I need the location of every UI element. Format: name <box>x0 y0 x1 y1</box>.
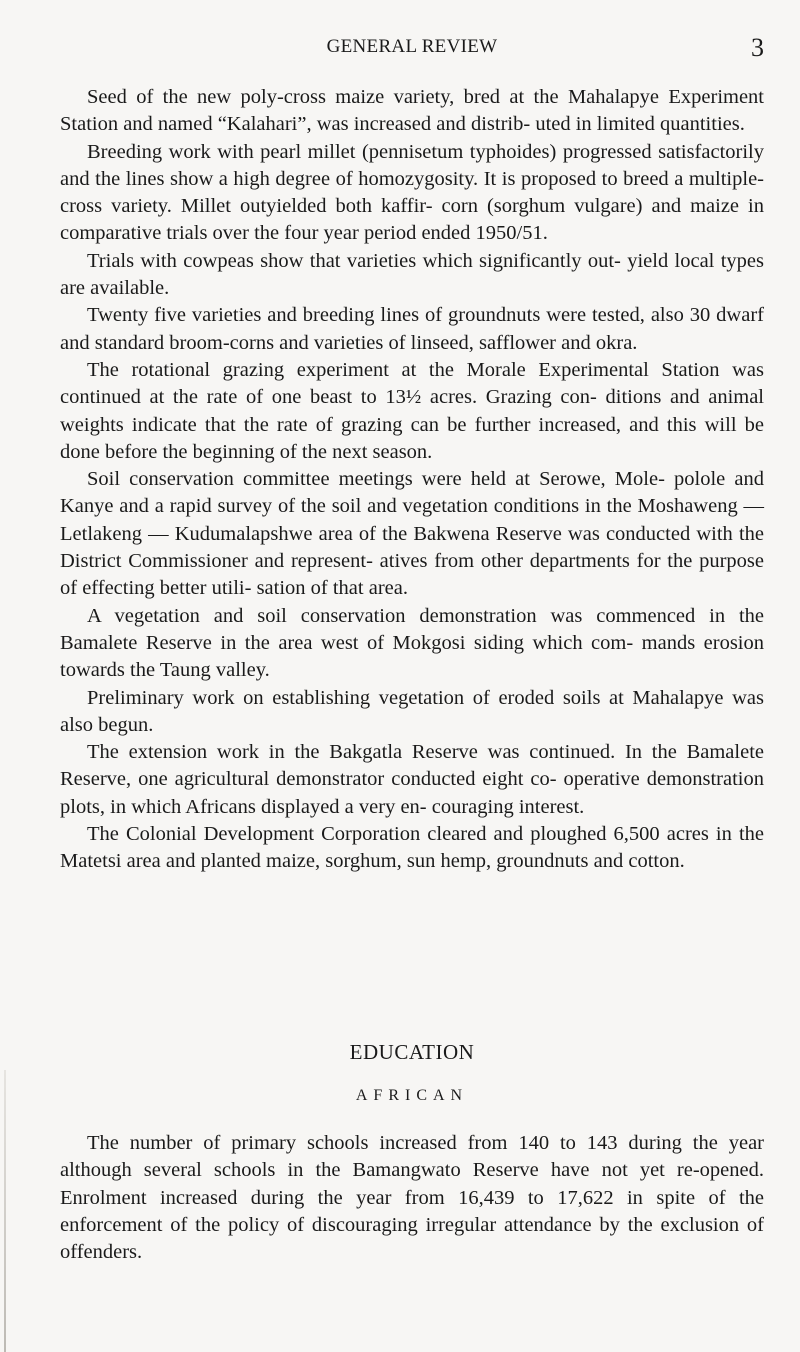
paragraph: The number of primary schools increased from 140 to 143 during the year although several schools in the Bamangwato Reserve have not yet re-opened. Enrolment increased during the year from 16,439 to 17,622 in spite of the enforcement of the policy of discouraging irregular attendance by the exclusion of offenders. <box>60 1132 764 1264</box>
section-heading: EDUCATION <box>349 1040 475 1064</box>
paragraph: The Colonial Development Corporation cleared and ploughed 6,500 acres in the Matetsi area and planted maize, sorghum, sun hemp, groundnuts and cotton. <box>60 823 764 873</box>
paragraph: Twenty five varieties and breeding lines of groundnuts were tested, also 30 dwarf and standard broom-corns and varieties of linseed, safflower and okra. <box>60 304 764 354</box>
page-number: 3 <box>751 33 764 62</box>
paragraph: A vegetation and soil conservation demonstration was commenced in the Bamalete Reserve in the area west of Mokgosi siding which com- mands erosion towards the Taung valley. <box>60 604 764 682</box>
subsection-heading: AFRICAN <box>355 1087 469 1104</box>
agriculture-section-body <box>60 84 764 876</box>
paragraph: Preliminary work on establishing vegetation of eroded soils at Mahalapye was also begun. <box>60 686 764 736</box>
education-section-body <box>60 1130 764 1266</box>
running-title: GENERAL REVIEW <box>326 36 498 57</box>
page-edge-shadow <box>4 1070 6 1352</box>
running-header <box>60 33 764 64</box>
paragraph: Breeding work with pearl millet (pennisetum typhoides) progressed satisfactorily and the lines show a high degree of homozygosity. It is proposed to breed a multiple-cross variety. Millet outyielded both kaffir- corn (sorghum vulgare) and maize in comparative trials over the four year period ended 1950/51. <box>60 140 764 245</box>
paragraph: Soil conservation committee meetings were held at Serowe, Mole- polole and Kanye and a rapid survey of the soil and vegetation conditions in the Moshaweng — Letlakeng — Kudumalapshwe area of the Bakwena Reserve was conducted with the District Commissioner and represent- atives from other departments for the purpose of effecting better utili- sation of that area. <box>60 468 764 600</box>
paragraph: The rotational grazing experiment at the Morale Experimental Station was continued at the rate of one beast to 13½ acres. Grazing con- ditions and animal weights indicate that the rate of grazing can be further increased, and this will be done before the beginning of the next season. <box>60 358 764 463</box>
paragraph: Seed of the new poly-cross maize variety, bred at the Mahalapye Experiment Station and named “Kalahari”, was increased and distrib- uted in limited quantities. <box>60 86 764 136</box>
paragraph: The extension work in the Bakgatla Reserve was continued. In the Bamalete Reserve, one agricultural demonstrator conducted eight co- operative demonstration plots, in which Africans displayed a very en- couraging interest. <box>60 741 764 818</box>
paragraph: Trials with cowpeas show that varieties which significantly out- yield local types are available. <box>60 249 764 300</box>
